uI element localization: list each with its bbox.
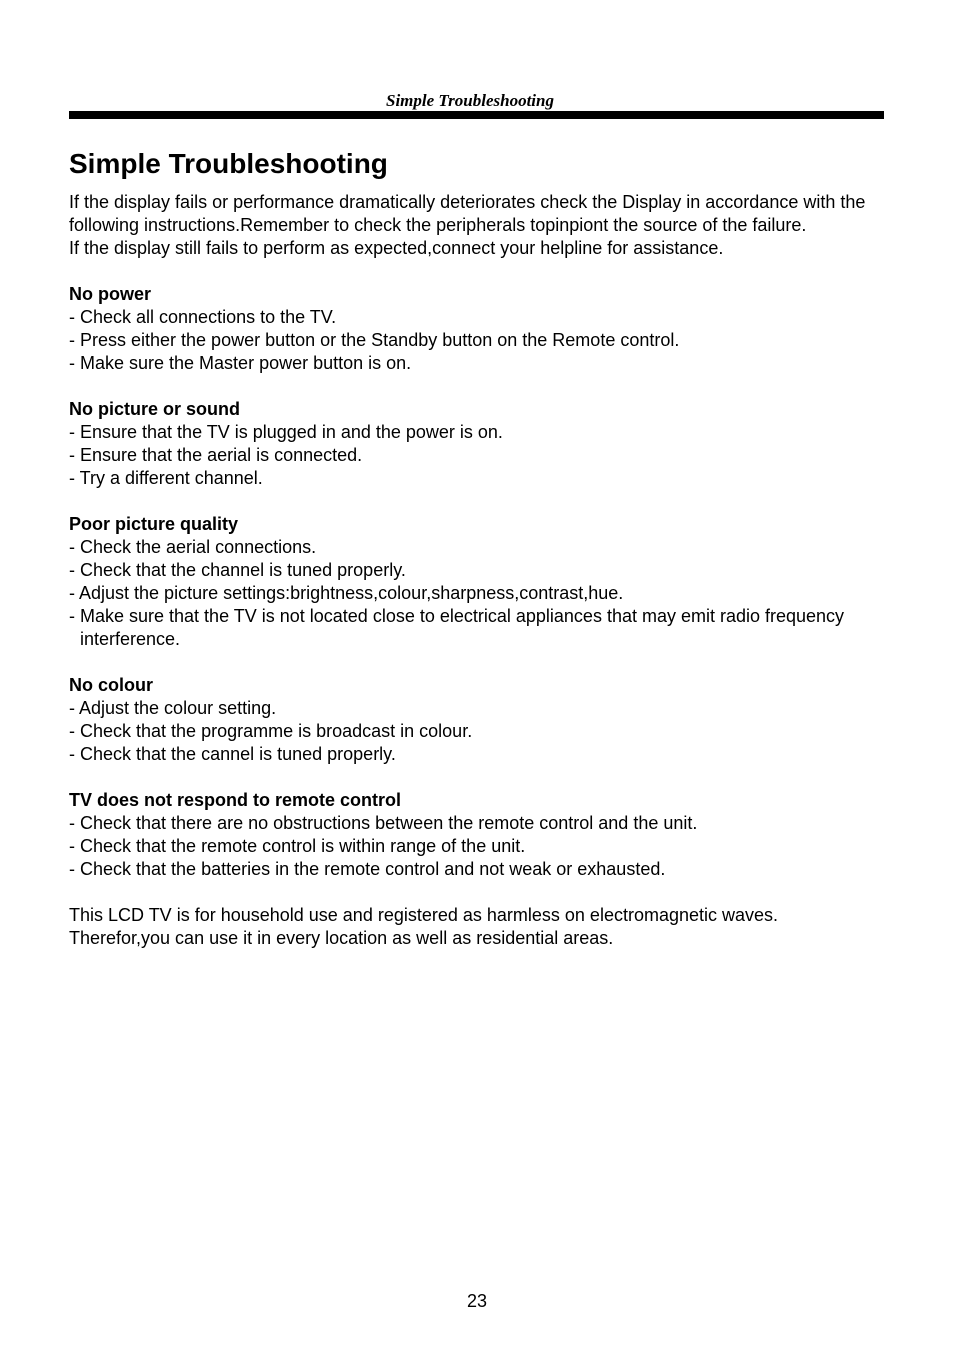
section-heading: Poor picture quality <box>69 514 239 534</box>
list-item: - Make sure the Master power button is on. <box>69 353 412 373</box>
list-item: - Check that there are no obstructions between the remote control and the unit. <box>69 813 698 833</box>
intro-paragraph: If the display fails or performance dramatically deteriorates check the Display in accordance with the following instructions.Remember to check the peripherals topinpiont the source of the failure. <box>69 192 866 235</box>
closing-block <box>69 904 879 950</box>
section-heading: No power <box>69 284 152 304</box>
section-poor-picture-quality <box>69 513 879 651</box>
list-item: - Check that the batteries in the remote control and not weak or exhausted. <box>69 859 666 879</box>
intro-paragraph: If the display still fails to perform as expected,connect your helpline for assistance. <box>69 238 724 258</box>
list-item: - Adjust the colour setting. <box>69 698 277 718</box>
list-item: - Try a different channel. <box>69 468 263 488</box>
list-item: - Ensure that the aerial is connected. <box>69 445 363 465</box>
list-item: - Make sure that the TV is not located close to electrical appliances that may emit radio frequency interference. <box>69 606 845 649</box>
list-item: - Check the aerial connections. <box>69 537 317 557</box>
closing-paragraph: This LCD TV is for household use and registered as harmless on electromagnetic waves. <box>69 905 779 925</box>
spacer <box>69 651 879 674</box>
section-remote-control <box>69 789 879 881</box>
section-no-picture-or-sound <box>69 398 879 490</box>
list-item: - Check all connections to the TV. <box>69 307 337 327</box>
spacer <box>69 766 879 789</box>
section-heading: No picture or sound <box>69 399 240 419</box>
page-title: Simple Troubleshooting <box>69 148 388 179</box>
header-rule <box>69 111 884 119</box>
list-item: - Check that the cannel is tuned properly. <box>69 744 396 764</box>
spacer <box>69 260 879 283</box>
list-item: - Adjust the picture settings:brightness,colour,sharpness,contrast,hue. <box>69 583 624 603</box>
intro-block <box>69 191 879 260</box>
running-header: Simple Troubleshooting <box>386 91 554 110</box>
list-item: - Check that the channel is tuned properly. <box>69 560 406 580</box>
section-no-power <box>69 283 879 375</box>
spacer <box>69 490 879 513</box>
section-no-colour <box>69 674 879 766</box>
closing-paragraph: Therefor,you can use it in every location as well as residential areas. <box>69 928 614 948</box>
section-heading: No colour <box>69 675 153 695</box>
document-body <box>69 145 879 950</box>
spacer <box>69 375 879 398</box>
list-item: - Ensure that the TV is plugged in and the power is on. <box>69 422 503 442</box>
page-number: 23 <box>466 1291 488 1311</box>
list-item: - Check that the programme is broadcast in colour. <box>69 721 473 741</box>
list-item: - Check that the remote control is within range of the unit. <box>69 836 526 856</box>
spacer <box>69 881 879 904</box>
section-heading: TV does not respond to remote control <box>69 790 402 810</box>
list-item: - Press either the power button or the Standby button on the Remote control. <box>69 330 680 350</box>
